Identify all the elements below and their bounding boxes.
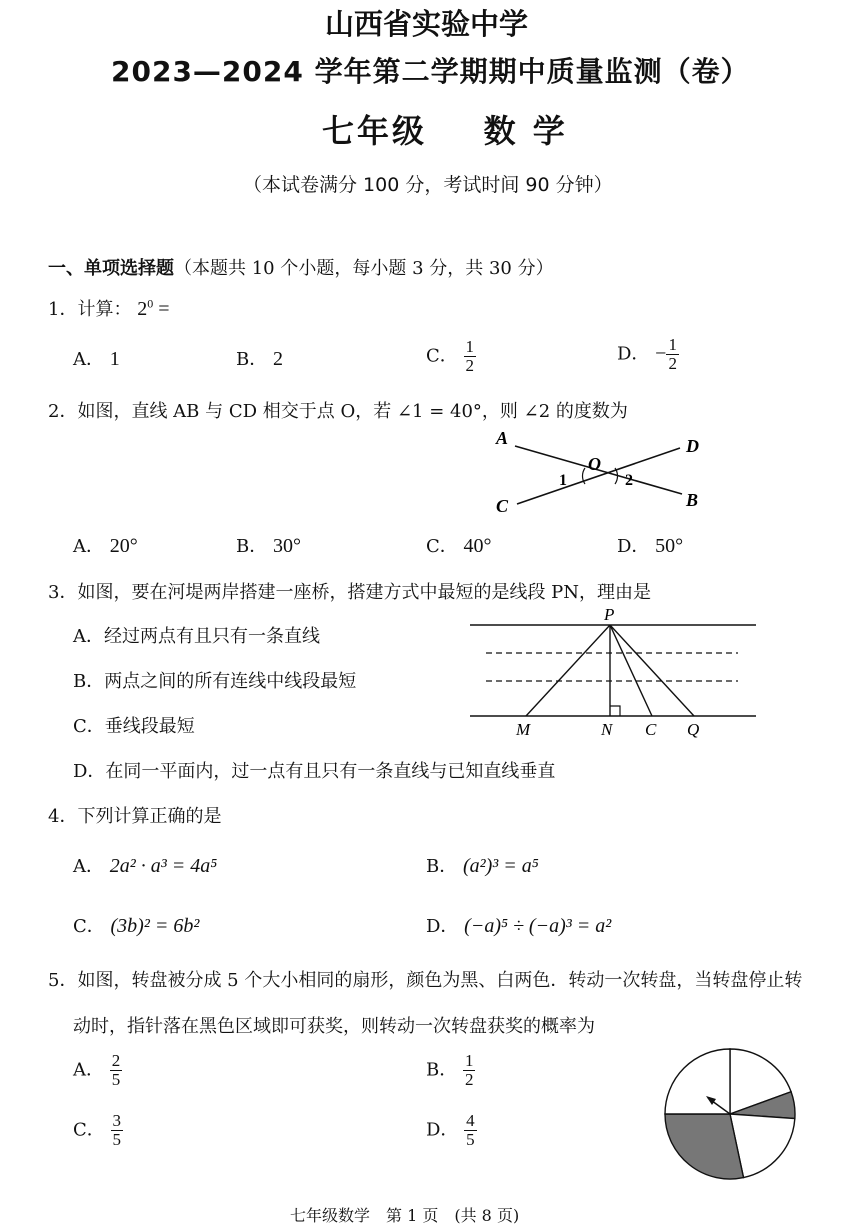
- grade-subject: 七年级 数 学: [322, 112, 568, 150]
- q3-option-a: A．经过两点有且只有一条直线: [73, 626, 320, 647]
- q1-option-a: A． 1: [73, 348, 120, 370]
- label-angle1: 1: [559, 472, 567, 489]
- q2-option-b: B． 30°: [236, 535, 301, 557]
- q5-option-b: B． $\frac{1}{2}$: [426, 1051, 474, 1089]
- q2-option-d: D． 50°: [617, 535, 684, 557]
- label-o: O: [588, 454, 601, 474]
- exam-title: 2023—2024 学年第二学期期中质量监测（卷）: [111, 55, 750, 88]
- section-desc: （本题共 10 个小题，每小题 3 分，共 30 分）: [174, 258, 554, 279]
- section-heading: [48, 254, 554, 280]
- page-footer: 七年级数学 第 1 页 (共 8 页): [290, 1206, 520, 1225]
- q1-option-b: B． 2: [236, 348, 283, 370]
- question-5-stem-line1: 5．如图，转盘被分成 5 个大小相同的扇形，颜色为黑、白两色．转动一次转盘，当转盘停止转: [48, 970, 803, 991]
- q3-option-d: D．在同一平面内，过一点有且只有一条直线与已知直线垂直: [73, 761, 556, 782]
- white-sector: [665, 1049, 730, 1114]
- label-m: M: [516, 720, 531, 739]
- q3-option-c: C．垂线段最短: [73, 716, 195, 737]
- label-d: D: [686, 436, 699, 456]
- q5-option-c: C． $\frac{3}{5}$: [73, 1111, 122, 1149]
- q1-stem-text: 1．计算：: [48, 299, 132, 320]
- label-c-point: C: [645, 720, 657, 739]
- question-1-stem: [48, 295, 169, 321]
- q3-river-bridge-figure: [468, 604, 758, 744]
- school-name: 山西省实验中学: [325, 7, 529, 41]
- q1-option-d: D． − $\frac{1}{2}$: [617, 335, 677, 373]
- q2-option-c: C． 40°: [426, 535, 492, 557]
- q4-option-c: C． (3b)² = 6b²: [73, 915, 200, 937]
- q4-option-a: A． 2a² · a³ = 4a⁵: [73, 855, 218, 877]
- label-n: N: [601, 720, 613, 739]
- q5-option-a: A． $\frac{2}{5}$: [73, 1051, 121, 1089]
- question-3-stem: 3．如图，要在河堤两岸搭建一座桥，搭建方式中最短的是线段 PN，理由是: [48, 582, 652, 603]
- q4-option-d: D． (−a)⁵ ÷ (−a)³ = a²: [426, 915, 612, 937]
- section-title: 一、单项选择题: [48, 258, 174, 279]
- q3-option-b: B．两点之间的所有连线中线段最短: [73, 671, 357, 692]
- exam-note: （本试卷满分 100 分，考试时间 90 分钟）: [243, 174, 613, 196]
- q2-option-a: A． 20°: [73, 535, 138, 557]
- question-5-stem-line2: 动时，指针落在黑色区域即可获奖，则转动一次转盘获奖的概率为: [73, 1016, 595, 1037]
- label-a: A: [496, 428, 509, 448]
- question-2-stem: 2．如图，直线 AB 与 CD 相交于点 O，若 ∠1 = 40°，则 ∠2 的度数为: [48, 401, 628, 422]
- q4-option-b: B． (a²)³ = a⁵: [426, 855, 539, 877]
- q1-expression: $2^0$ =: [137, 296, 170, 320]
- q2-intersecting-lines-figure: [490, 428, 710, 518]
- black-sector: [665, 1114, 744, 1179]
- question-4-stem: 4．下列计算正确的是: [48, 806, 222, 827]
- label-c: C: [496, 496, 509, 516]
- q5-spinner-wheel-figure: [662, 1046, 798, 1182]
- label-angle2: 2: [625, 472, 633, 489]
- q1-option-c: C． $\frac{1}{2}$: [426, 337, 475, 375]
- label-q: Q: [687, 720, 700, 739]
- label-b: B: [686, 490, 699, 510]
- q5-option-d: D． $\frac{4}{5}$: [426, 1111, 475, 1149]
- label-p: P: [604, 605, 615, 624]
